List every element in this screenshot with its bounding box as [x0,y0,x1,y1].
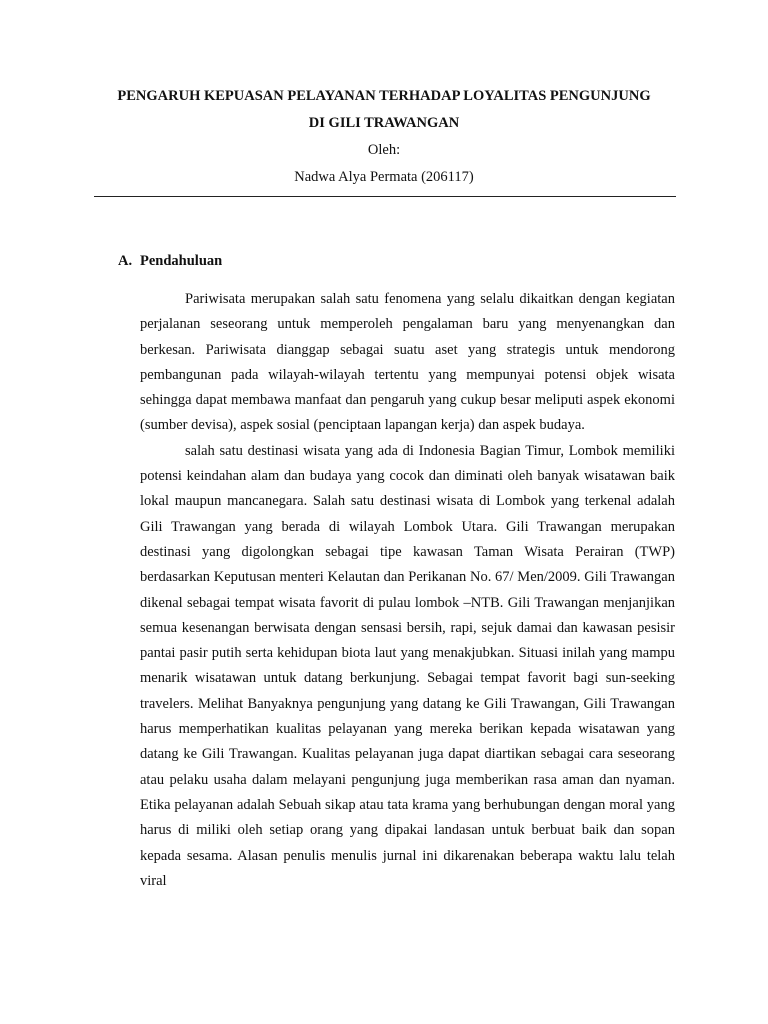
by-label: Oleh: [367,142,401,158]
author-name: Nadwa Alya Permata (206117) [294,169,474,185]
document-title-line-2: DI GILI TRAWANGAN [308,115,460,131]
title-divider [94,196,676,197]
paragraph-2: salah satu destinasi wisata yang ada di Indonesia Bagian Timur, Lombok memiliki potensi keindahan alam dan budaya yang cocok dan diminati oleh banyak wisatawan baik lokal maupun mancanegara. Salah satu destinasi wisata di Lombok yang terkenal adalah Gili Trawangan yang berada di wilayah Lombok Utara. Gili Trawangan merupakan destinasi yang digolongkan sebagai tipe kawasan Taman Wisata Perairan (TWP) berdasarkan Keputusan menteri Kelautan dan Perikanan No. 67/ Men/2009. Gili Trawangan dikenal sebagai tempat wisata favorit di pulau lombok –NTB. Gili Trawangan menjanjikan semua kesenangan berwisata dengan sensasi bersih, rapi, sejuk damai dan kawasan pesisir pantai pasir putih serta kehidupan biota laut yang menakjubkan. Situasi inilah yang mampu menarik wisatawan untuk datang berkunjung. Sebagai tempat favorit bagi sun-seeking travelers. Melihat Banyaknya pengunjung yang datang ke Gili Trawangan, Gili Trawangan harus memperhatikan kualitas pelayanan yang mereka berikan kepada wisatawan yang datang ke Gili Trawangan. Kualitas pelayanan juga dapat diartikan sebagai cara seseorang atau pelaku usaha dalam melayani pengunjung juga memberikan rasa aman dan nyaman. Etika pelayanan adalah Sebuah sikap atau tata krama yang berhubungan dengan moral yang harus di miliki oleh setiap orang yang dipakai landasan untuk berbuat baik dan sopan kepada sesama. Alasan penulis menulis jurnal ini dikarenakan beberapa waktu lalu telah viral [140,442,675,889]
section-heading [118,253,222,270]
section-number: A. [118,253,133,269]
section-body [140,287,675,894]
section-title: Pendahuluan [140,253,223,269]
paragraph-1: Pariwisata merupakan salah satu fenomena yang selalu dikaitkan dengan kegiatan perjalanan seseorang untuk memperoleh pengalaman baru yang menyenangkan dan berkesan. Pariwisata dianggap sebagai suatu aset yang strategis untuk mendorong pembangunan pada wilayah-wilayah tertentu yang mempunyai potensi objek wisata sehingga dapat membawa manfaat dan pengaruh yang cukup besar meliputi aspek ekonomi (sumber devisa), aspek sosial (penciptaan lapangan kerja) dan aspek budaya. [140,291,675,434]
document-title-line-1: PENGARUH KEPUASAN PELAYANAN TERHADAP LOYALITAS PENGUNJUNG [117,88,651,104]
